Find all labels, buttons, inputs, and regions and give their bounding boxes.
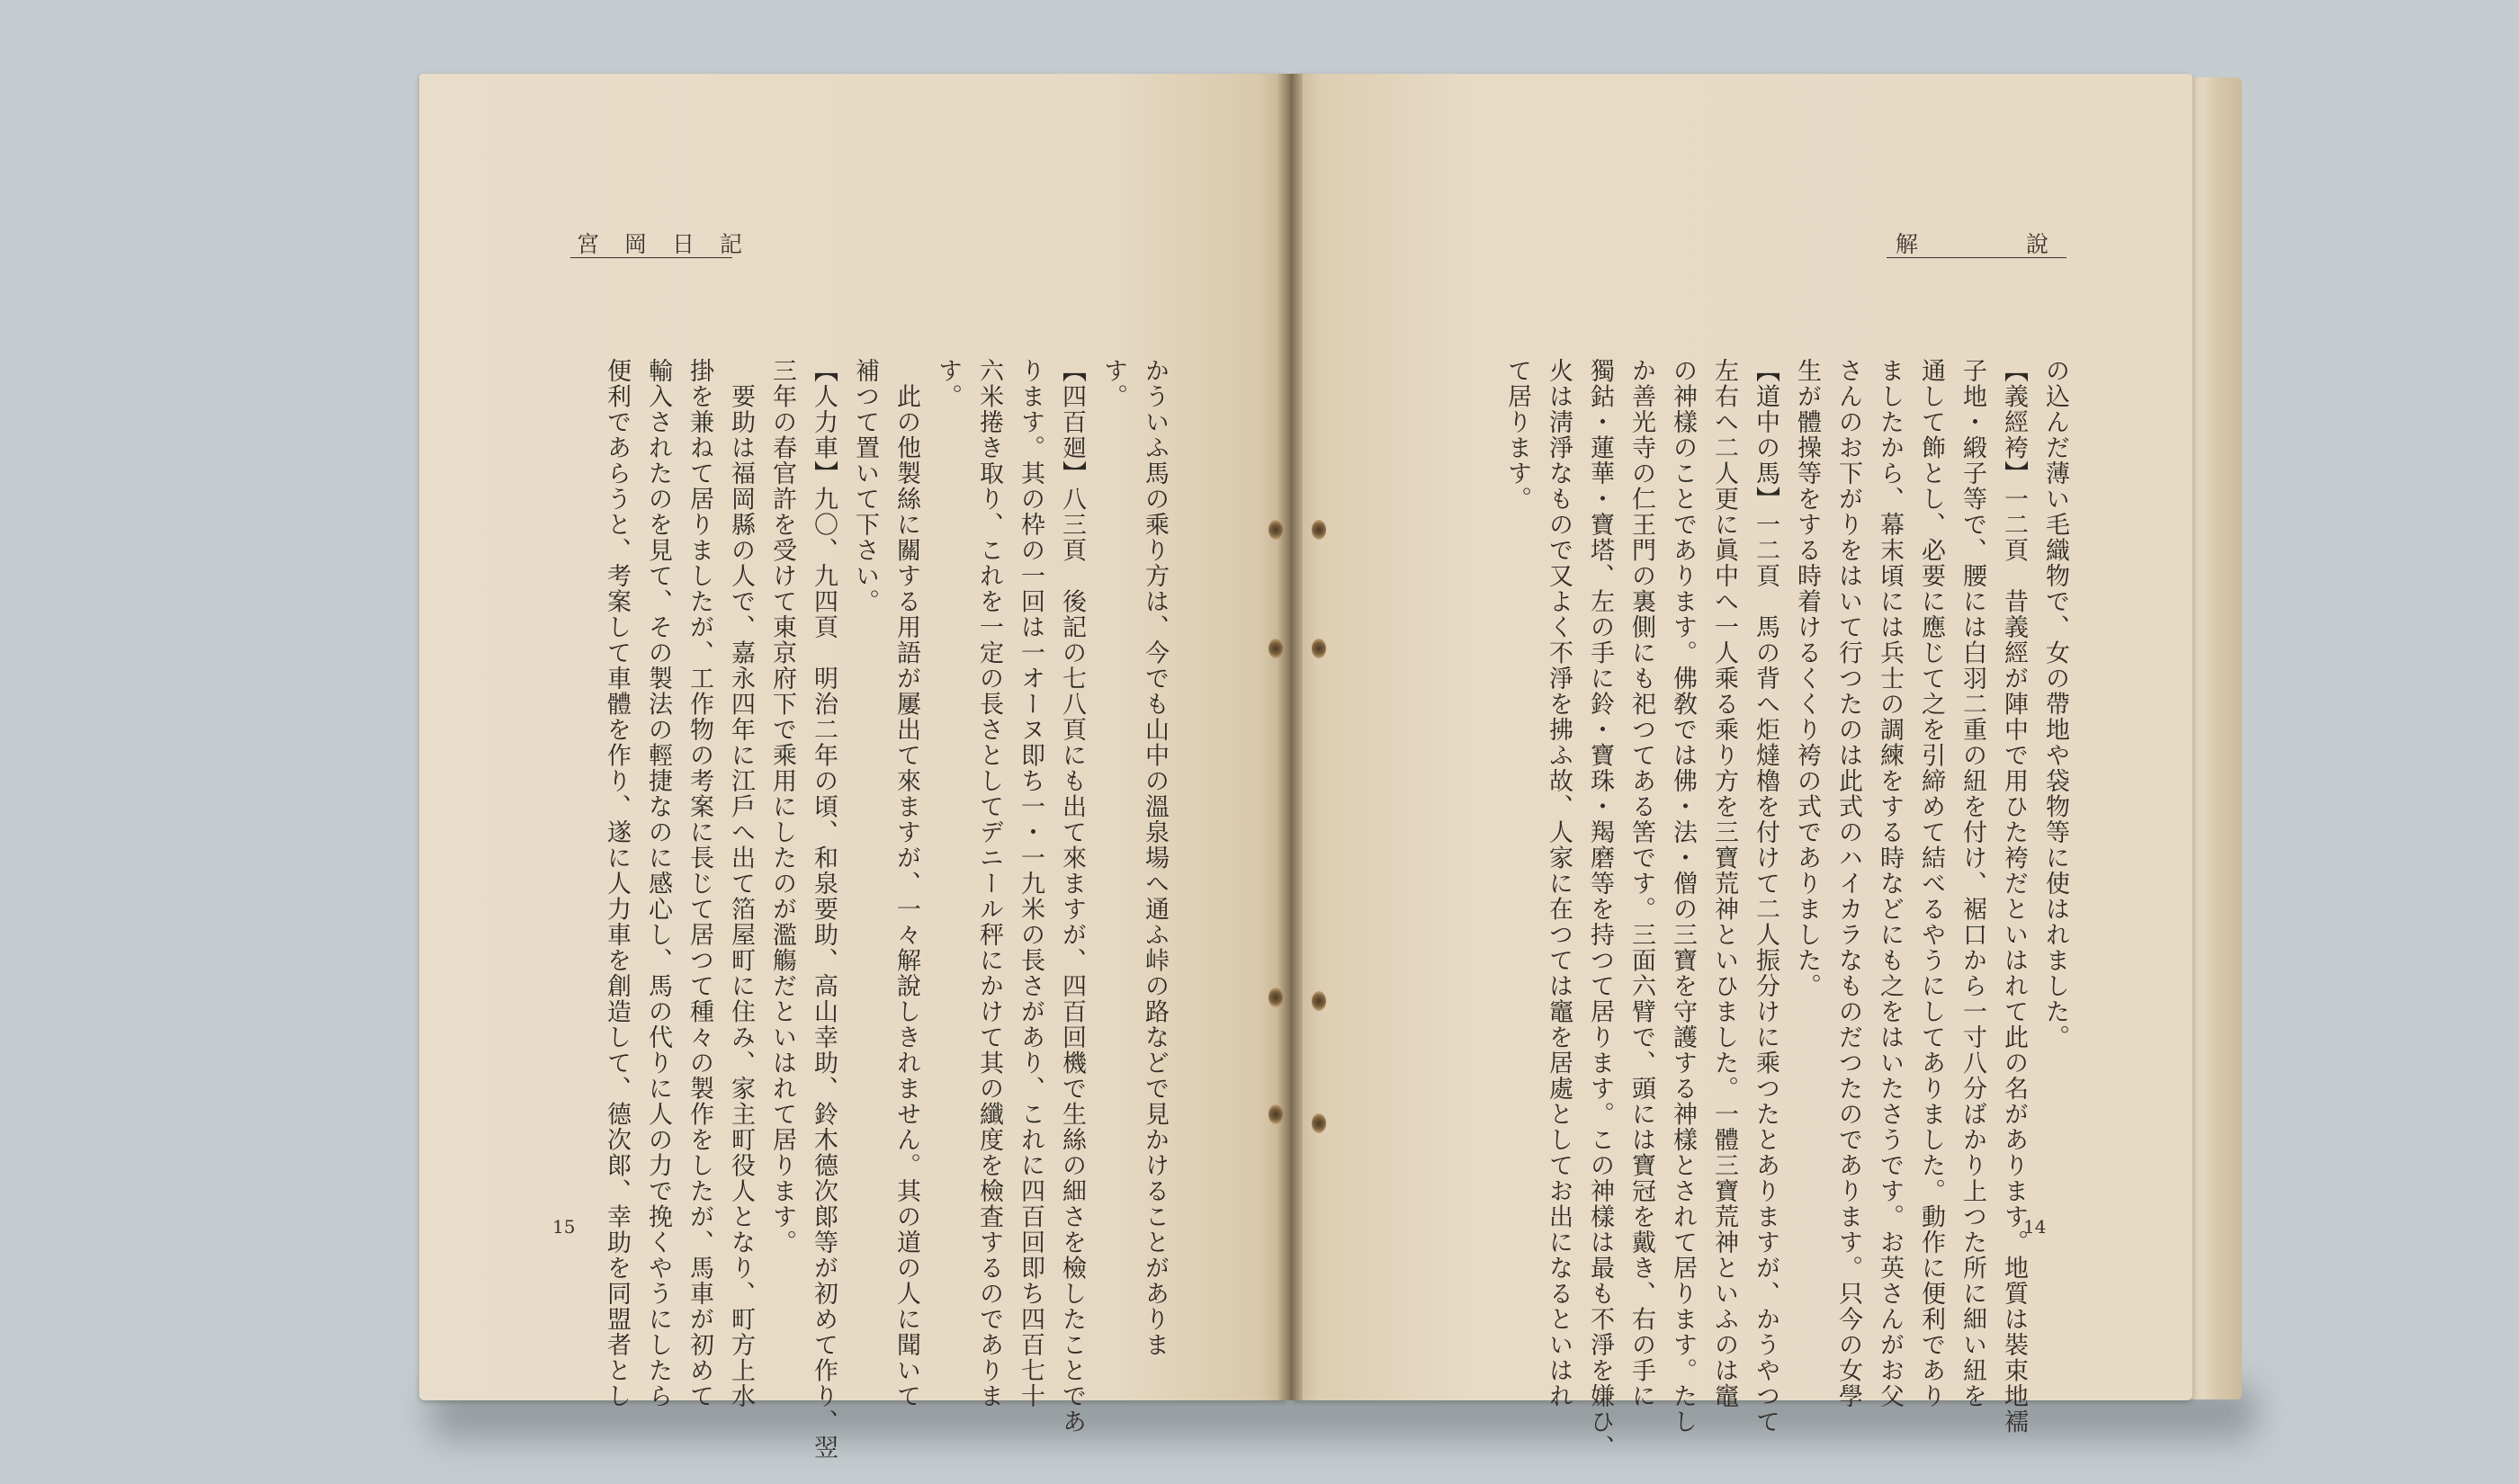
right-line-7: 生が體操等をする時着けるくくり袴の式でありました。	[1793, 358, 1821, 999]
right-line-12: 獨鈷・蓮華・寶塔、左の手に鈴・寶珠・羯磨等を持つて居ります。この神樣は最も不淨を嫌ひ、	[1586, 358, 1614, 1461]
left-line-2: す。	[1099, 358, 1127, 409]
stitch-hole	[1268, 639, 1283, 658]
right-line-2: 【義經袴】一二頁 昔義經が陣中で用ひた袴だといはれて此の名があります。地質は裝束地襦	[2000, 358, 2028, 1435]
right-line-6: さんのお下がりをはいて行つたのは此式のハイカラなものだつたのであります。只今の女學	[1834, 358, 1862, 1409]
stitch-hole	[1268, 1104, 1283, 1124]
left-page-number: 15	[552, 1216, 576, 1238]
left-line-3: 【四百廻】八三頁 後記の七八頁にも出て來ますが、四百回機で生絲の細さを檢したことであ	[1058, 358, 1086, 1435]
right-line-10: の神樣のことであります。佛敎では佛・法・僧の三寶を守護する神樣とされて居ります。たし	[1669, 358, 1697, 1435]
stitch-hole	[1312, 991, 1326, 1011]
left-line-8: 補つて置いて下さい。	[851, 358, 879, 614]
right-line-14: て居ります。	[1503, 358, 1531, 512]
right-line-3: 子地・緞子等で、腰には白羽二重の紐を付け、裾口から一寸八分ばかり上つた所に細い紐を	[1959, 358, 1986, 1409]
right-line-13: 火は淸淨なもので又よく不淨を拂ふ故、人家に在つては竈を居處としてお出になるといはれ	[1545, 358, 1573, 1409]
left-line-11: 要助は福岡縣の人で、嘉永四年に江戶へ出て箔屋町に住み、家主町役人となり、町方上水	[727, 358, 755, 1409]
right-line-8: 【道中の馬】一二頁 馬の背へ炬燵櫓を付けて二人振分けに乘つたとありますが、かうやつて	[1752, 358, 1779, 1435]
stitch-hole	[1312, 1113, 1326, 1133]
left-line-12: 掛を兼ねて居りましたが、工作物の考案に長じて居つて種々の製作をしたが、馬車が初めて	[686, 358, 713, 1409]
left-line-6: す。	[934, 358, 962, 409]
left-line-4: ります。其の枠の一回は一オーヌ即ち一・一九米の長さがあり、これに四百回即ち四百七十	[1017, 358, 1044, 1409]
book-gutter	[1277, 74, 1303, 1400]
right-line-5: ましたから、幕末頃には兵士の調練をする時などにも之をはいたさうです。お英さんがお父	[1876, 358, 1904, 1409]
right-line-11: か善光寺の仁王門の裏側にも祀つてある筈です。三面六臂で、頭には寶冠を戴き、右の手に	[1627, 358, 1655, 1409]
left-line-7: 此の他製絲に關する用語が屢出て來ますが、一々解說しきれません。其の道の人に聞いて	[892, 358, 920, 1409]
left-running-head-rule	[570, 257, 732, 258]
left-page	[419, 74, 1286, 1461]
left-line-13: 輸入されたのを見て、その製法の輕捷なのに感心し、馬の代りに人の力で挽くやうにしたら	[644, 358, 672, 1409]
left-line-5: 六米捲き取り、これを一定の長さとしてデニール秤にかけて其の纖度を檢査するのでありま	[975, 358, 1003, 1409]
left-line-9: 【人力車】九〇、九四頁 明治二年の頃、和泉要助、高山幸助、鈴木德次郞等が初めて作り、翌	[810, 358, 838, 1461]
right-page	[1293, 74, 2192, 1461]
left-line-10: 三年の春官許を受けて東京府下で乘用にしたのが濫觴だといはれて居ります。	[768, 358, 796, 1256]
stitch-hole	[1268, 988, 1283, 1007]
right-page-number: 14	[2023, 1216, 2047, 1238]
page-block-edge	[2186, 77, 2242, 1399]
right-running-head: 解說	[1896, 231, 2157, 257]
right-line-1: の込んだ薄い毛織物で、女の帶地や袋物等に使はれました。	[2041, 358, 2069, 1050]
stitch-hole	[1312, 520, 1326, 540]
stitch-hole	[1312, 639, 1326, 658]
right-line-9: 左右へ二人更に眞中へ一人乘る乘り方を三寶荒神といひました。一體三寶荒神といふのは竈	[1710, 358, 1738, 1409]
left-line-14: 便利であらうと、考案して車體を作り、遂に人力車を創造して、德次郞、幸助を同盟者とし	[603, 358, 631, 1409]
right-running-head-rule	[1887, 257, 2066, 258]
right-line-4: 通して飾とし、必要に應じて之を引締めて結べるやうにしてありました。動作に便利であり	[1917, 358, 1945, 1409]
left-running-head: 宮岡日記	[577, 231, 768, 257]
stitch-hole	[1268, 520, 1283, 540]
left-line-1: かういふ馬の乘り方は、今でも山中の溫泉場へ通ふ峠の路などで見かけることがありま	[1141, 358, 1169, 1358]
